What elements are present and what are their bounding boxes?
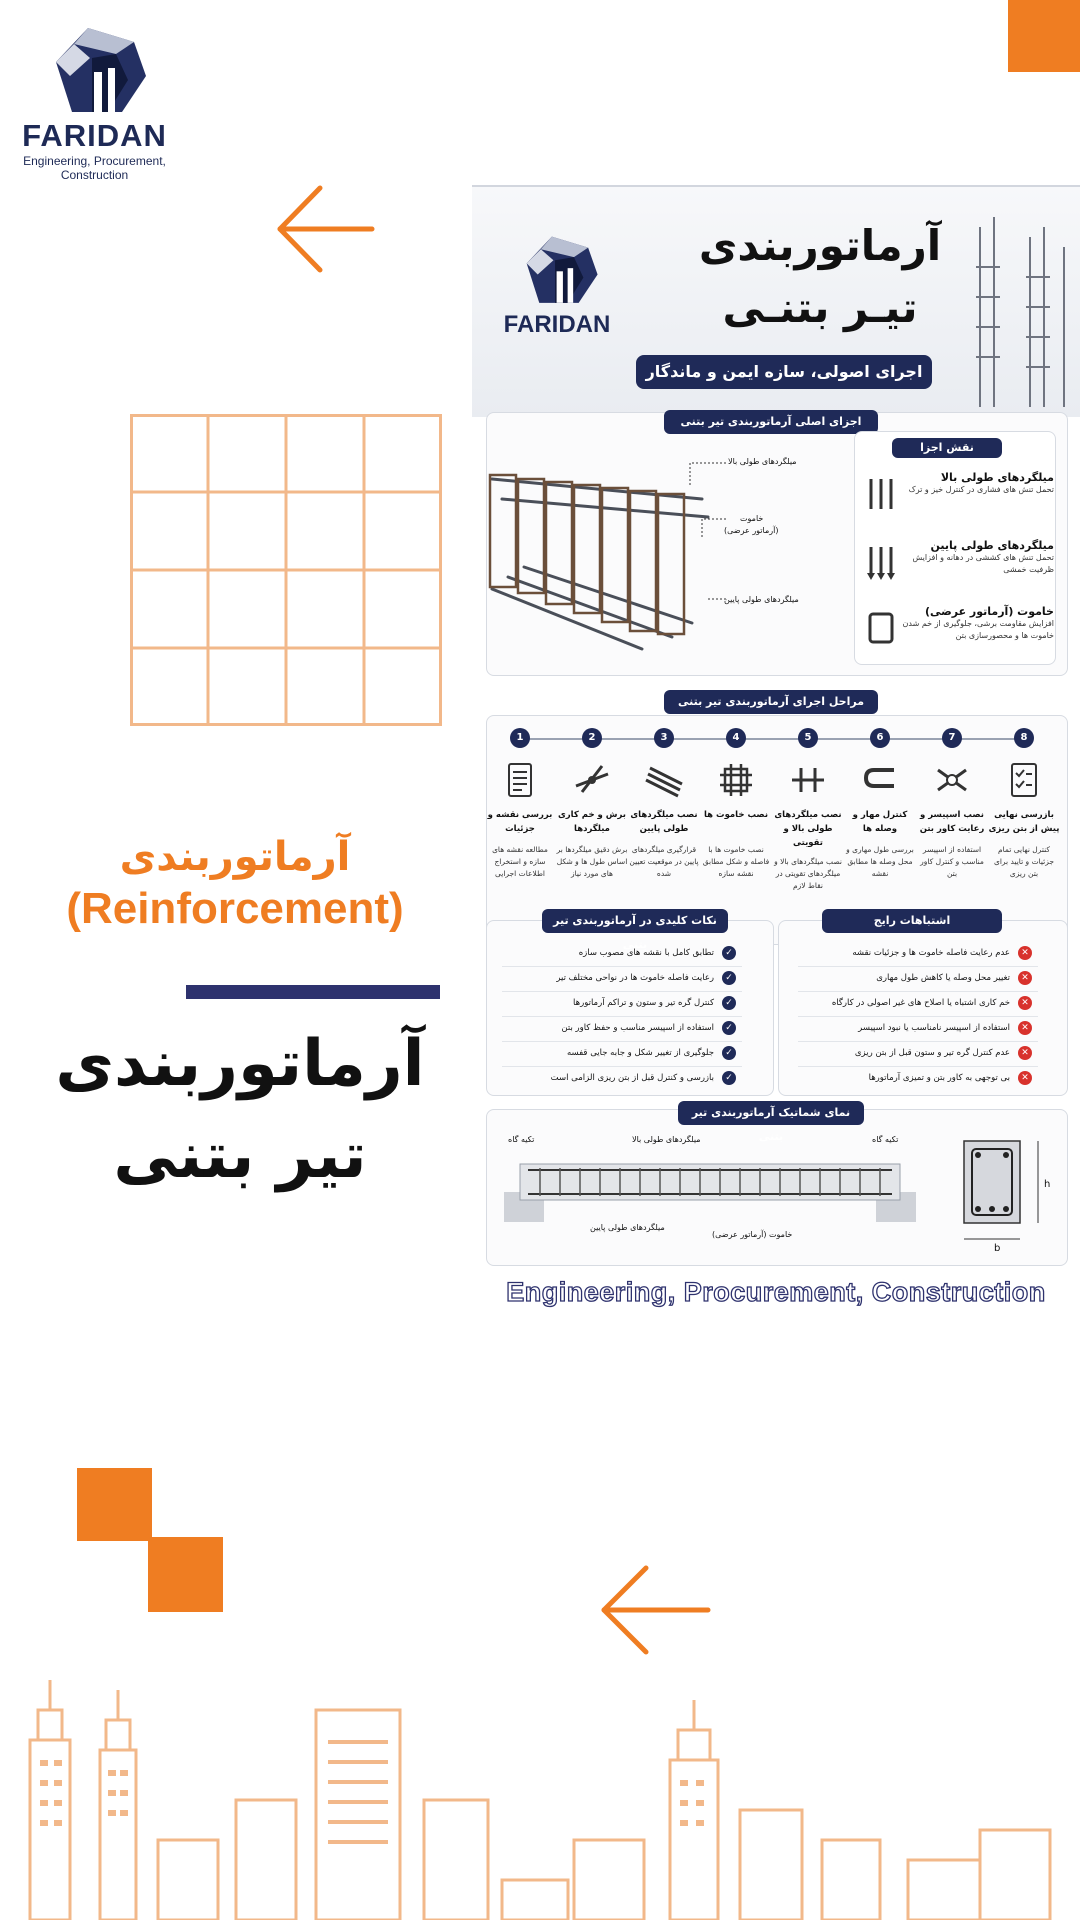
- step-title: نصب میلگردهای طولی بالا و تقویتی: [774, 810, 842, 848]
- step-title: نصب خاموت ها: [703, 810, 769, 820]
- orange-square-decoration: [77, 1468, 152, 1541]
- tip-item: [502, 991, 742, 1017]
- cross-icon: ✕: [1018, 996, 1032, 1010]
- step-number: 7: [942, 728, 962, 748]
- spacer-icon: [932, 760, 972, 800]
- poster-logo-name: FARIDAN: [503, 311, 611, 338]
- step-desc: کنترل نهایی تمام جزئیات و تایید برای بتن ریزی: [993, 845, 1055, 878]
- step-desc: نصب میلگردهای بالا و میلگردهای تقویتی در نقاط لازم: [774, 857, 842, 890]
- main-heading: [20, 1018, 460, 1202]
- role-bottom-bars: [896, 539, 1054, 576]
- schematic-bottom-bars: میلگردهای طولی پایین: [590, 1223, 665, 1232]
- label-bottom-bars: میلگردهای طولی پایین: [724, 595, 799, 604]
- mistake-item: [798, 1041, 1038, 1067]
- hook-icon: [860, 760, 900, 800]
- section-mistakes-title: اشتباهات رایج: [822, 909, 1002, 933]
- tip-text: استفاده از اسپیسر مناسب و حفظ کاور بتن: [561, 1023, 714, 1033]
- section-schematic-title: نمای شماتیک آرماتوربندی تیر بتنی: [678, 1101, 864, 1125]
- label-stirrup: خاموت: [740, 514, 764, 523]
- poster-logo: [492, 225, 622, 339]
- checklist-icon: [1004, 760, 1044, 800]
- tip-item: [502, 966, 742, 992]
- mistake-text: استفاده از اسپیسر نامناسب یا نبود اسپیسر: [858, 1023, 1010, 1033]
- role-bottom-bars-desc: تحمل تنش های کششی در دهانه و افزایش ظرفیت خمشی: [912, 553, 1054, 574]
- bottom-bars-icon: [862, 543, 900, 581]
- beam-schematic: [500, 1142, 920, 1242]
- title-fa-orange: آرماتوربندی: [119, 834, 351, 880]
- step-title: نصب اسپیسر و رعایت کاور بتن: [919, 810, 985, 834]
- label-stirrup-sub: (آرماتور عرضی): [724, 526, 779, 535]
- mistake-text: بی توجهی به کاور بتن و تمیزی آرماتورها: [868, 1073, 1010, 1083]
- arrow-left-icon: [272, 182, 376, 276]
- mistake-item: [798, 966, 1038, 992]
- check-icon: ✓: [722, 1071, 736, 1085]
- step-3: [628, 728, 700, 880]
- mistake-item: [798, 1066, 1038, 1091]
- label-leader-lines: [682, 457, 732, 607]
- orange-square-decoration: [1008, 0, 1080, 72]
- step-desc: قرارگیری میلگردهای پایین در موقعیت تعیین شده: [629, 845, 699, 878]
- cross-icon: ✕: [1018, 946, 1032, 960]
- main-heading-line1: آرماتوربندی: [55, 1027, 425, 1101]
- tip-item: [502, 1016, 742, 1042]
- schematic-support-right: تکیه گاه: [872, 1135, 899, 1144]
- building-logo-icon: [492, 225, 622, 305]
- title-en-orange: (Reinforcement): [66, 884, 404, 933]
- check-icon: ✓: [722, 971, 736, 985]
- step-title: برش و خم کاری میلگردها: [558, 810, 626, 834]
- section-steps-title: مراحل اجرای آرماتوربندی تیر بتنی: [664, 690, 878, 714]
- stirrup-icon: [862, 609, 900, 647]
- poster-footer: Engineering, Procurement, Construction: [506, 1277, 1046, 1307]
- check-icon: ✓: [722, 946, 736, 960]
- step-title: کنترل مهار و وصله ها: [852, 810, 908, 834]
- role-stirrup-desc: افزایش مقاومت برشی، جلوگیری از خم شدن خاموت ها و محصورسازی بتن: [902, 619, 1054, 640]
- step-desc: نصب خاموت ها با فاصله و شکل مطابق نقشه سازه: [702, 845, 770, 878]
- cross-icon: ✕: [1018, 971, 1032, 985]
- top-bars-icon: [862, 475, 900, 513]
- role-stirrup: [896, 605, 1054, 642]
- stirrup-mesh-icon: [716, 760, 756, 800]
- step-number: 5: [798, 728, 818, 748]
- poster-subtitle: اجرای اصولی، سازه ایمن و ماندگار: [636, 355, 932, 389]
- cross-icon: ✕: [1018, 1071, 1032, 1085]
- tip-text: تطابق کامل با نقشه های مصوب سازه: [578, 948, 714, 958]
- step-desc: مطالعه نقشه های سازه و استخراج اطلاعات اجرایی: [492, 845, 548, 878]
- tip-item: [502, 1066, 742, 1091]
- step-number: 1: [510, 728, 530, 748]
- check-icon: ✓: [722, 996, 736, 1010]
- role-top-bars-desc: تحمل تنش های فشاری در کنترل خیز و ترک: [908, 485, 1054, 494]
- step-4: [700, 728, 772, 880]
- poster-title: [670, 215, 970, 339]
- top-bars-step-icon: [788, 760, 828, 800]
- cutting-icon: [572, 760, 612, 800]
- step-6: [844, 728, 916, 880]
- mistake-item: [798, 991, 1038, 1017]
- mistake-item: [798, 941, 1038, 967]
- mistake-text: عدم رعایت فاصله خاموت ها و جزئیات نقشه: [852, 948, 1010, 958]
- rebar-columns-graphic: [960, 207, 1080, 407]
- step-desc: استفاده از اسپیسر مناسب و کنترل کاور بتن: [920, 845, 984, 878]
- arrow-left-icon: [596, 1562, 714, 1658]
- brand-logo: [12, 14, 177, 194]
- cross-icon: ✕: [1018, 1046, 1032, 1060]
- brand-name: FARIDAN: [22, 118, 167, 153]
- label-top-bars: میلگردهای طولی بالا: [728, 457, 797, 466]
- step-5: [772, 728, 844, 892]
- poster-title-line2: تیـر بتنـی: [722, 283, 918, 332]
- cross-icon: ✕: [1018, 1021, 1032, 1035]
- role-top-bars-title: میلگردهای طولی بالا: [940, 471, 1054, 484]
- section-components-title: اجزای اصلی آرماتوربندی تیر بتنی: [664, 410, 878, 434]
- title-reinforcement: [0, 832, 470, 936]
- navy-divider: [186, 985, 440, 999]
- section-tips-title: نکات کلیدی در آرماتوربندی تیر بتنی: [542, 909, 728, 933]
- schematic-top-bars: میلگردهای طولی بالا: [632, 1135, 701, 1144]
- tip-text: رعایت فاصله خاموت ها در نواحی مختلف تیر: [556, 973, 714, 983]
- building-logo-icon: [12, 14, 177, 114]
- schematic-stirrup: خاموت (آرماتور عرضی): [712, 1230, 793, 1239]
- tip-text: جلوگیری از تغییر شکل و جابه جایی قفسه: [566, 1048, 714, 1058]
- dimension-h: h: [1044, 1179, 1051, 1190]
- dimension-b: b: [994, 1243, 1001, 1254]
- step-desc: برش دقیق میلگردها بر اساس طول ها و شکل های مورد نیاز: [556, 845, 628, 878]
- main-heading-line2: تیر بتنی: [113, 1119, 367, 1193]
- tip-text: کنترل گره تیر و ستون و تراکم آرماتورها: [573, 998, 714, 1008]
- roles-title: نقش اجزا: [892, 438, 1002, 458]
- step-1: [484, 728, 556, 880]
- orange-square-decoration: [148, 1537, 223, 1612]
- schematic-support-left: تکیه گاه: [508, 1135, 535, 1144]
- tip-text: بازرسی و کنترل قبل از بتن ریزی الزامی است: [550, 1073, 714, 1083]
- tip-item: [502, 1041, 742, 1067]
- tips-list: [502, 941, 742, 1091]
- mistake-text: تغییر محل وصله یا کاهش طول مهاری: [876, 973, 1010, 983]
- step-8: [988, 728, 1060, 880]
- mistake-text: عدم کنترل گره تیر و ستون قبل از بتن ریزی: [854, 1048, 1010, 1058]
- mistake-item: [798, 1016, 1038, 1042]
- document-icon: [500, 760, 540, 800]
- step-number: 8: [1014, 728, 1034, 748]
- step-title: بررسی نقشه و جزئیات: [487, 810, 553, 834]
- city-skyline-decoration: [0, 1680, 1080, 1920]
- beam-section-diagram: [956, 1135, 1056, 1255]
- poster-hero: [472, 187, 1080, 417]
- brand-tagline-line1: Engineering, Procurement,: [23, 154, 166, 168]
- grid-decoration: [130, 414, 442, 726]
- step-2: [556, 728, 628, 880]
- check-icon: ✓: [722, 1046, 736, 1060]
- role-top-bars: [896, 471, 1054, 496]
- poster-title-line1: آرماتوربندی: [698, 221, 942, 270]
- tip-item: [502, 941, 742, 967]
- brand-tagline-line2: Construction: [60, 168, 129, 182]
- step-number: 6: [870, 728, 890, 748]
- check-icon: ✓: [722, 1021, 736, 1035]
- role-stirrup-title: خاموت (آرماتور عرضی): [924, 605, 1054, 618]
- step-7: [916, 728, 988, 880]
- step-desc: بررسی طول مهاری و محل وصله ها مطابق نقشه: [846, 845, 914, 878]
- mistakes-list: [798, 941, 1038, 1091]
- role-bottom-bars-title: میلگردهای طولی پایین: [930, 539, 1054, 552]
- step-number: 2: [582, 728, 602, 748]
- step-title: بازرسی نهایی پیش از بتن ریزی: [988, 810, 1060, 834]
- step-number: 3: [654, 728, 674, 748]
- step-number: 4: [726, 728, 746, 748]
- step-title: نصب میلگردهای طولی پایین: [630, 810, 698, 834]
- poster: [472, 185, 1080, 1305]
- mistake-text: خم کاری اشتباه یا اصلاح های غیر اصولی در کارگاه: [831, 998, 1010, 1008]
- bottom-bars-step-icon: [644, 760, 684, 800]
